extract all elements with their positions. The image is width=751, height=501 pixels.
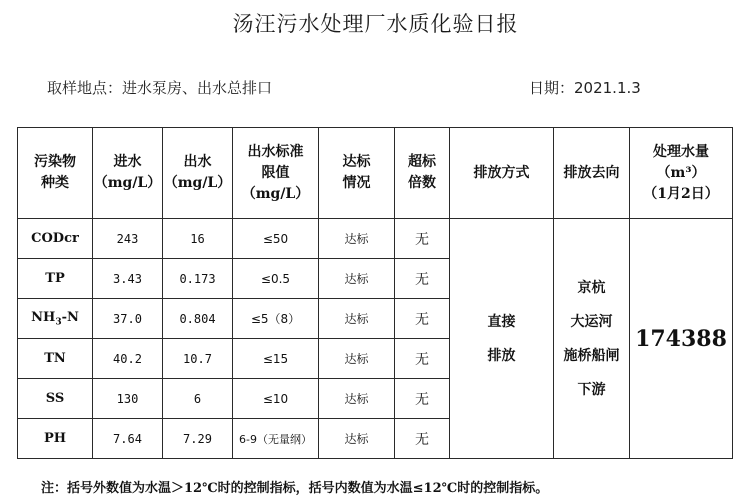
- exceed-value: 无: [395, 299, 450, 339]
- treated-volume: 174388: [630, 219, 733, 459]
- limit-value: 6-9（无量纲）: [233, 419, 319, 459]
- status-value: 达标: [319, 299, 395, 339]
- limit-value: ≤5（8）: [233, 299, 319, 339]
- status-value: 达标: [319, 259, 395, 299]
- report-date: 日期：2021.1.3: [529, 79, 641, 97]
- inflow-value: 243: [93, 219, 163, 259]
- header-outflow: 出水 （mg/L）: [163, 128, 233, 219]
- exceed-value: 无: [395, 259, 450, 299]
- exceed-value: 无: [395, 219, 450, 259]
- header-discharge-dest: 排放去向: [554, 128, 630, 219]
- inflow-value: 130: [93, 379, 163, 419]
- footnote: 注：括号外数值为水温＞12℃时的控制指标，括号内数值为水温≤12℃时的控制指标。: [41, 481, 549, 496]
- pollutant-name: TP: [18, 259, 93, 299]
- pollutant-name: SS: [18, 379, 93, 419]
- limit-value: ≤10: [233, 379, 319, 419]
- outflow-value: 7.29: [163, 419, 233, 459]
- header-pollutant: 污染物 种类: [18, 128, 93, 219]
- limit-value: ≤15: [233, 339, 319, 379]
- inflow-value: 7.64: [93, 419, 163, 459]
- outflow-value: 0.173: [163, 259, 233, 299]
- header-discharge-method: 排放方式: [450, 128, 554, 219]
- discharge-dest-cell: 京杭 大运河 施桥船闸 下游: [554, 219, 630, 459]
- inflow-value: 3.43: [93, 259, 163, 299]
- status-value: 达标: [319, 379, 395, 419]
- status-value: 达标: [319, 339, 395, 379]
- status-value: 达标: [319, 219, 395, 259]
- report-title: 汤汪污水处理厂水质化验日报: [232, 12, 519, 36]
- limit-value: ≤50: [233, 219, 319, 259]
- header-row: [18, 128, 733, 219]
- pollutant-name: CODcr: [18, 219, 93, 259]
- header-inflow: 进水 （mg/L）: [93, 128, 163, 219]
- header-limit: 出水标准 限值 （mg/L）: [233, 128, 319, 219]
- exceed-value: 无: [395, 419, 450, 459]
- outflow-value: 6: [163, 379, 233, 419]
- limit-value: ≤0.5: [233, 259, 319, 299]
- inflow-value: 37.0: [93, 299, 163, 339]
- pollutant-name: $NH_3-N$: [18, 299, 93, 339]
- header-status: 达标 情况: [319, 128, 395, 219]
- pollutant-name: PH: [18, 419, 93, 459]
- exceed-value: 无: [395, 339, 450, 379]
- water-quality-table: [17, 127, 733, 459]
- discharge-method-cell: 直接 排放: [450, 219, 554, 459]
- inflow-value: 40.2: [93, 339, 163, 379]
- outflow-value: 10.7: [163, 339, 233, 379]
- status-value: 达标: [319, 419, 395, 459]
- header-volume: 处理水量 （m³） （1月2日）: [630, 128, 733, 219]
- pollutant-name: TN: [18, 339, 93, 379]
- exceed-value: 无: [395, 379, 450, 419]
- header-exceed: 超标 倍数: [395, 128, 450, 219]
- outflow-value: 0.804: [163, 299, 233, 339]
- table-row: [18, 219, 733, 259]
- sampling-location: 取样地点：进水泵房、出水总排口: [47, 79, 273, 97]
- outflow-value: 16: [163, 219, 233, 259]
